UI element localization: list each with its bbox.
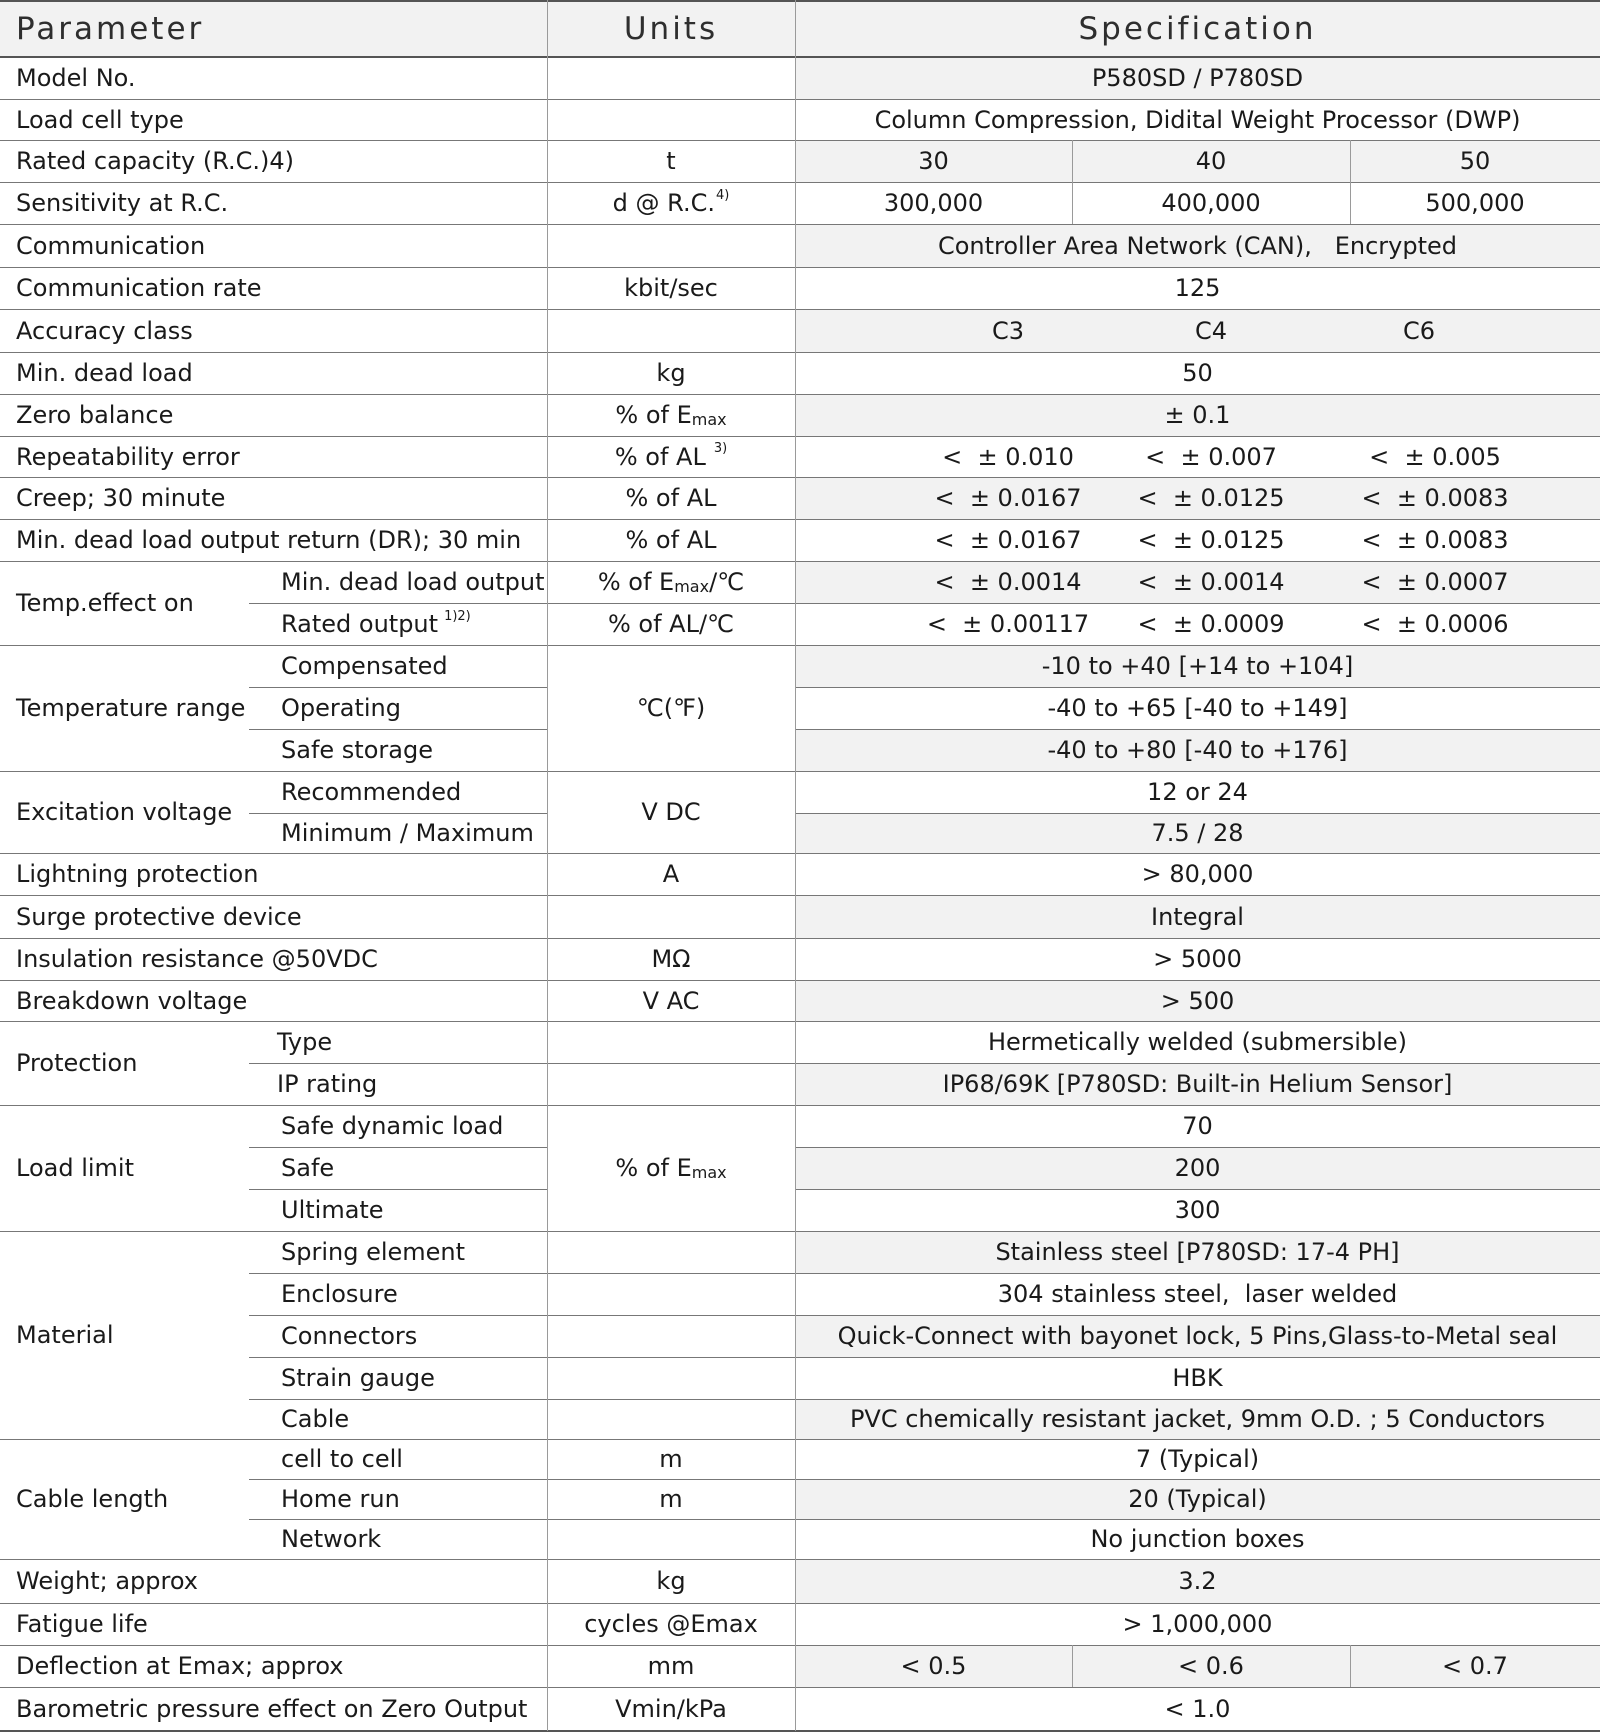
rule bbox=[795, 1189, 1600, 1190]
rule bbox=[795, 687, 1600, 688]
rule bbox=[0, 1439, 1600, 1440]
units-temperature-range: ℃(℉) bbox=[636, 694, 706, 722]
value-accuracy-class-1: C3 bbox=[991, 316, 1025, 345]
sub-min-max: Minimum / Maximum bbox=[281, 819, 534, 847]
sub-min-dead-load-output: Min. dead load output bbox=[281, 568, 545, 596]
param-communication-rate: Communication rate bbox=[16, 274, 262, 302]
rule bbox=[249, 1479, 1600, 1480]
group-temp-effect: Temp.effect on bbox=[16, 589, 194, 617]
group-temperature-range: Temperature range bbox=[16, 694, 246, 722]
rule bbox=[0, 309, 1600, 310]
param-sensitivity: Sensitivity at R.C. bbox=[16, 189, 229, 217]
sub-spring-element: Spring element bbox=[281, 1238, 466, 1266]
value-sensitivity-2: 400,000 bbox=[1161, 189, 1261, 217]
rule bbox=[249, 1063, 1600, 1064]
rule bbox=[249, 687, 547, 688]
param-fatigue: Fatigue life bbox=[16, 1610, 148, 1638]
rule bbox=[0, 1021, 1600, 1022]
units-barometric: Vmin/kPa bbox=[615, 1695, 727, 1723]
rule bbox=[249, 1147, 547, 1148]
param-repeatability: Repeatability error bbox=[16, 442, 240, 471]
value-safe-storage: -40 to +80 [-40 to +176] bbox=[1047, 736, 1348, 764]
sub-ip-rating: IP rating bbox=[277, 1070, 378, 1098]
value-ip-rating: IP68/69K [P780SD: Built-in Helium Sensor] bbox=[942, 1070, 1453, 1098]
value-strain-gauge: HBK bbox=[1172, 1364, 1223, 1392]
value-accuracy-class-2: C4 bbox=[1194, 316, 1228, 345]
units-repeatability: % of AL $^{3)}$ bbox=[614, 441, 728, 471]
sub-operating: Operating bbox=[281, 694, 401, 722]
rule bbox=[0, 519, 1600, 520]
value-rated-capacity-1: 30 bbox=[918, 147, 949, 175]
rule bbox=[0, 645, 1600, 646]
value-dead-load-return-1: < ± 0.0167 bbox=[934, 526, 1082, 554]
value-compensated: -10 to +40 [+14 to +104] bbox=[1041, 652, 1354, 680]
units-lightning: A bbox=[662, 860, 680, 888]
value-spring-element: Stainless steel [P780SD: 17-4 PH] bbox=[995, 1238, 1400, 1266]
param-lightning: Lightning protection bbox=[16, 860, 259, 888]
sub-ultimate: Ultimate bbox=[281, 1196, 384, 1224]
value-min-dead-load: 50 bbox=[1182, 359, 1213, 387]
value-communication-rate: 125 bbox=[1174, 274, 1221, 302]
rule bbox=[0, 140, 1600, 141]
value-sensitivity-3: 500,000 bbox=[1425, 189, 1525, 217]
units-fatigue: cycles @Emax bbox=[584, 1610, 758, 1638]
units-creep: % of AL bbox=[625, 484, 717, 512]
rule bbox=[0, 561, 1600, 562]
units-insulation: MΩ bbox=[651, 945, 691, 973]
units-cell-to-cell: m bbox=[659, 1445, 683, 1473]
rule bbox=[795, 1147, 1600, 1148]
param-surge: Surge protective device bbox=[16, 902, 302, 931]
sub-home-run: Home run bbox=[281, 1485, 400, 1513]
rule bbox=[0, 394, 1600, 395]
value-zero-balance: ± 0.1 bbox=[1164, 401, 1231, 429]
value-rated-capacity-3: 50 bbox=[1459, 147, 1491, 175]
rule bbox=[249, 1273, 1600, 1274]
param-weight: Weight; approx bbox=[16, 1567, 198, 1595]
param-insulation: Insulation resistance @50VDC bbox=[16, 945, 378, 973]
param-zero-balance: Zero balance bbox=[16, 401, 174, 429]
rule bbox=[0, 267, 1600, 268]
value-ultimate: 300 bbox=[1174, 1196, 1221, 1224]
units-excitation-voltage: V DC bbox=[641, 798, 701, 826]
value-recommended: 12 or 24 bbox=[1147, 778, 1248, 806]
value-rated-capacity-2: 40 bbox=[1195, 147, 1227, 175]
column-divider bbox=[1350, 1645, 1351, 1687]
sub-safe-dynamic-load: Safe dynamic load bbox=[281, 1112, 504, 1140]
value-breakdown: > 500 bbox=[1160, 986, 1235, 1015]
units-weight: kg bbox=[656, 1567, 686, 1595]
value-insulation: > 5000 bbox=[1153, 945, 1242, 973]
rule bbox=[249, 603, 1600, 604]
units-sensitivity: d @ R.C. $^{4)}$ bbox=[612, 187, 730, 217]
column-divider bbox=[1072, 1645, 1073, 1687]
rule bbox=[0, 1231, 1600, 1232]
value-repeatability-2: < ± 0.007 bbox=[1145, 442, 1277, 471]
header-units: Units bbox=[623, 10, 719, 47]
sub-strain-gauge: Strain gauge bbox=[281, 1364, 435, 1392]
param-breakdown: Breakdown voltage bbox=[16, 986, 248, 1015]
value-communication: Controller Area Network (CAN), Encrypted bbox=[937, 231, 1458, 260]
value-dead-load-return-2: < ± 0.0125 bbox=[1137, 526, 1285, 554]
param-rated-capacity: Rated capacity (R.C.)4) bbox=[16, 147, 295, 175]
sub-network: Network bbox=[281, 1525, 382, 1553]
header-specification: Specification bbox=[1078, 10, 1317, 47]
value-cell-to-cell: 7 (Typical) bbox=[1135, 1445, 1260, 1473]
rule bbox=[0, 352, 1600, 353]
value-connectors: Quick-Connect with bayonet lock, 5 Pins,Glass-to-Metal seal bbox=[837, 1322, 1558, 1350]
param-min-dead-load: Min. dead load bbox=[16, 359, 193, 387]
rule bbox=[0, 895, 1600, 896]
rule bbox=[249, 1189, 547, 1190]
value-deflection-3: < 0.7 bbox=[1442, 1652, 1508, 1680]
value-repeatability-1: < ± 0.010 bbox=[942, 442, 1074, 471]
sub-cable: Cable bbox=[281, 1405, 350, 1433]
rule bbox=[0, 1687, 1600, 1688]
rule bbox=[0, 436, 1600, 437]
column-divider bbox=[1350, 140, 1351, 224]
value-deflection-1: < 0.5 bbox=[900, 1652, 967, 1680]
param-deflection: Deflection at Emax; approx bbox=[16, 1652, 344, 1680]
rule bbox=[249, 813, 547, 814]
rule bbox=[0, 0, 1600, 2]
units-rated-capacity: t bbox=[666, 147, 676, 175]
value-creep-1: < ± 0.0167 bbox=[934, 484, 1082, 512]
sub-connectors: Connectors bbox=[281, 1322, 418, 1350]
value-weight: 3.2 bbox=[1178, 1567, 1217, 1595]
rule bbox=[0, 771, 1600, 772]
value-temp-min-dead-load-1: < ± 0.0014 bbox=[934, 568, 1082, 596]
value-temp-min-dead-load-3: < ± 0.0007 bbox=[1361, 568, 1509, 596]
param-dead-load-return: Min. dead load output return (DR); 30 min bbox=[16, 526, 522, 554]
param-model-no: Model No. bbox=[16, 64, 136, 92]
rule bbox=[0, 224, 1600, 225]
value-load-cell-type: Column Compression, Didital Weight Processor (DWP) bbox=[874, 105, 1521, 134]
value-repeatability-3: < ± 0.005 bbox=[1369, 442, 1501, 471]
column-divider bbox=[1072, 140, 1073, 224]
sub-rated-output: Rated output $^{1)2)}$ bbox=[281, 608, 471, 638]
rule bbox=[249, 1315, 1600, 1316]
units-zero-balance: % of E $_{max}$ bbox=[615, 401, 727, 429]
value-temp-rated-output-1: < ± 0.00117 bbox=[926, 610, 1090, 638]
value-barometric: < 1.0 bbox=[1164, 1695, 1231, 1723]
sub-safe: Safe bbox=[281, 1154, 335, 1182]
sub-recommended: Recommended bbox=[281, 778, 462, 806]
value-model-no: P580SD / P780SD bbox=[1091, 64, 1304, 92]
group-material: Material bbox=[16, 1321, 114, 1349]
value-temp-rated-output-3: < ± 0.0006 bbox=[1361, 610, 1509, 638]
param-creep: Creep; 30 minute bbox=[16, 484, 226, 512]
rule bbox=[249, 1519, 1600, 1520]
value-type: Hermetically welded (submersible) bbox=[987, 1028, 1407, 1056]
value-temp-min-dead-load-2: < ± 0.0014 bbox=[1137, 568, 1285, 596]
param-accuracy-class: Accuracy class bbox=[16, 316, 193, 345]
rule bbox=[0, 99, 1600, 100]
rule bbox=[0, 853, 1600, 854]
value-surge: Integral bbox=[1151, 902, 1244, 931]
units-temp-rated-output: % of AL/℃ bbox=[607, 610, 735, 638]
rule bbox=[249, 729, 547, 730]
rule bbox=[0, 980, 1600, 981]
rule bbox=[0, 1559, 1600, 1560]
value-creep-2: < ± 0.0125 bbox=[1137, 484, 1285, 512]
rule bbox=[795, 729, 1600, 730]
value-creep-3: < ± 0.0083 bbox=[1361, 484, 1509, 512]
units-communication-rate: kbit/sec bbox=[624, 274, 718, 302]
rule bbox=[0, 938, 1600, 939]
value-home-run: 20 (Typical) bbox=[1128, 1485, 1267, 1513]
value-fatigue: > 1,000,000 bbox=[1122, 1610, 1273, 1638]
column-divider bbox=[795, 0, 796, 1731]
value-operating: -40 to +65 [-40 to +149] bbox=[1047, 694, 1348, 722]
units-temp-min-dead-load: % of E $_{max}$ /℃ bbox=[597, 568, 745, 596]
rule bbox=[249, 1399, 1600, 1400]
rule bbox=[0, 56, 1600, 58]
rule bbox=[0, 1105, 1600, 1106]
rule bbox=[795, 813, 1600, 814]
rule bbox=[0, 477, 1600, 478]
value-safe-dynamic-load: 70 bbox=[1182, 1112, 1213, 1140]
units-dead-load-return: % of AL bbox=[625, 526, 717, 554]
units-min-dead-load: kg bbox=[656, 359, 686, 387]
group-cable-length: Cable length bbox=[16, 1485, 169, 1513]
units-deflection: mm bbox=[647, 1652, 695, 1680]
value-temp-rated-output-2: < ± 0.0009 bbox=[1137, 610, 1285, 638]
value-lightning: > 80,000 bbox=[1141, 860, 1254, 888]
units-home-run: m bbox=[659, 1485, 683, 1513]
sub-enclosure: Enclosure bbox=[281, 1280, 398, 1308]
value-deflection-2: < 0.6 bbox=[1178, 1652, 1244, 1680]
value-min-max: 7.5 / 28 bbox=[1151, 819, 1244, 847]
units-load-limit: % of E $_{max}$ bbox=[615, 1154, 727, 1182]
rule bbox=[0, 1645, 1600, 1646]
value-sensitivity-1: 300,000 bbox=[883, 189, 984, 217]
param-barometric: Barometric pressure effect on Zero Output bbox=[16, 1695, 528, 1723]
sub-compensated: Compensated bbox=[281, 652, 448, 680]
units-breakdown: V AC bbox=[642, 986, 700, 1015]
rule bbox=[0, 182, 1600, 183]
value-enclosure: 304 stainless steel, laser welded bbox=[997, 1280, 1398, 1308]
param-communication: Communication bbox=[16, 231, 206, 260]
value-safe: 200 bbox=[1174, 1154, 1221, 1182]
value-cable: PVC chemically resistant jacket, 9mm O.D. ; 5 Conductors bbox=[849, 1405, 1546, 1433]
group-load-limit: Load limit bbox=[16, 1154, 134, 1182]
value-dead-load-return-3: < ± 0.0083 bbox=[1361, 526, 1509, 554]
param-load-cell-type: Load cell type bbox=[16, 105, 184, 134]
header-parameter: Parameter bbox=[16, 10, 205, 47]
column-divider bbox=[547, 0, 548, 1731]
value-accuracy-class-3: C6 bbox=[1402, 316, 1436, 345]
sub-cell-to-cell: cell to cell bbox=[281, 1445, 403, 1473]
group-excitation-voltage: Excitation voltage bbox=[16, 798, 233, 826]
sub-type: Type bbox=[277, 1028, 333, 1056]
rule bbox=[249, 1357, 1600, 1358]
sub-safe-storage: Safe storage bbox=[281, 736, 433, 764]
rule bbox=[0, 1730, 1600, 1732]
group-protection: Protection bbox=[16, 1049, 138, 1077]
value-network: No junction boxes bbox=[1090, 1525, 1305, 1553]
rule bbox=[0, 1603, 1600, 1604]
